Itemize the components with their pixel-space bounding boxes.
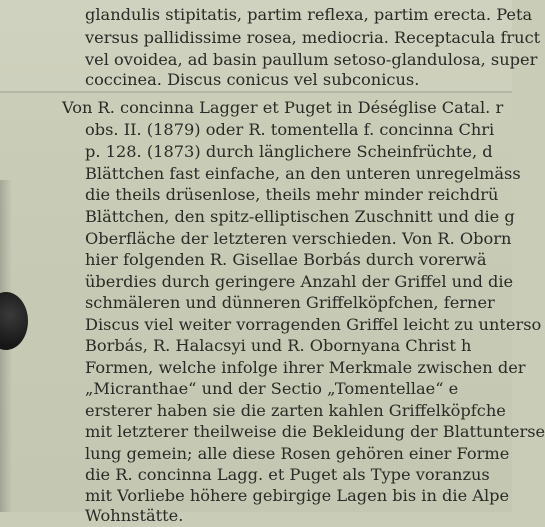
text-line: schmäleren und dünneren Griffelköpfchen, ferner	[85, 293, 495, 312]
text-line: Blättchen fast einfache, an den unteren unregelmäss	[85, 164, 521, 183]
text-line: Oberfläche der letzteren verschieden. Von R. Oborn	[85, 229, 512, 248]
text-line: Von R. concinna Lagger et Puget in Déséglise Catal. r	[62, 98, 504, 117]
text-line: obs. II. (1879) oder R. tomentella f. concinna Chri	[85, 120, 495, 139]
text-line: Borbás, R. Halacsyi und R. Obornyana Christ h	[85, 336, 472, 355]
text-line: überdies durch geringere Anzahl der Griffel und die	[85, 272, 514, 291]
text-line: Formen, welche infolge ihrer Merkmale zwischen der	[85, 358, 526, 377]
text-line: die R. concinna Lagg. et Puget als Type voranzus	[85, 465, 490, 484]
text-line: vel ovoidea, ad basin paullum setoso-glandulosa, super	[85, 50, 538, 69]
text-line: glandulis stipitatis, partim reflexa, partim erecta. Peta	[85, 5, 533, 24]
text-line: die theils drüsenlose, theils mehr minder reichdrü	[85, 185, 499, 204]
text-line: ersterer haben sie die zarten kahlen Griffelköpfche	[85, 401, 506, 420]
text-line: coccinea. Discus conicus vel subconicus.	[85, 70, 420, 89]
text-line: hier folgenden R. Gisellae Borbás durch vorerwä	[85, 250, 487, 269]
text-line: Discus viel weiter vorragenden Griffel leicht zu unterso	[85, 315, 542, 334]
text-line: Wohnstätte.	[85, 506, 184, 525]
text-line: „Micranthae“ und der Sectio „Tomentellae“ e	[85, 379, 459, 398]
text-line: mit letzterer theilweise die Bekleidung der Blattunterse	[85, 422, 545, 441]
text-line: lung gemein; alle diese Rosen gehören einer Forme	[85, 444, 510, 463]
text-line: versus pallidissime rosea, mediocria. Receptacula fruct	[85, 28, 541, 47]
text-line: p. 128. (1873) durch länglichere Scheinfrüchte, d	[85, 142, 493, 161]
text-line: mit Vorliebe höhere gebirgige Lagen bis in die Alpe	[85, 486, 510, 505]
text-line: Blättchen, den spitz-elliptischen Zuschnitt und die g	[85, 207, 515, 226]
